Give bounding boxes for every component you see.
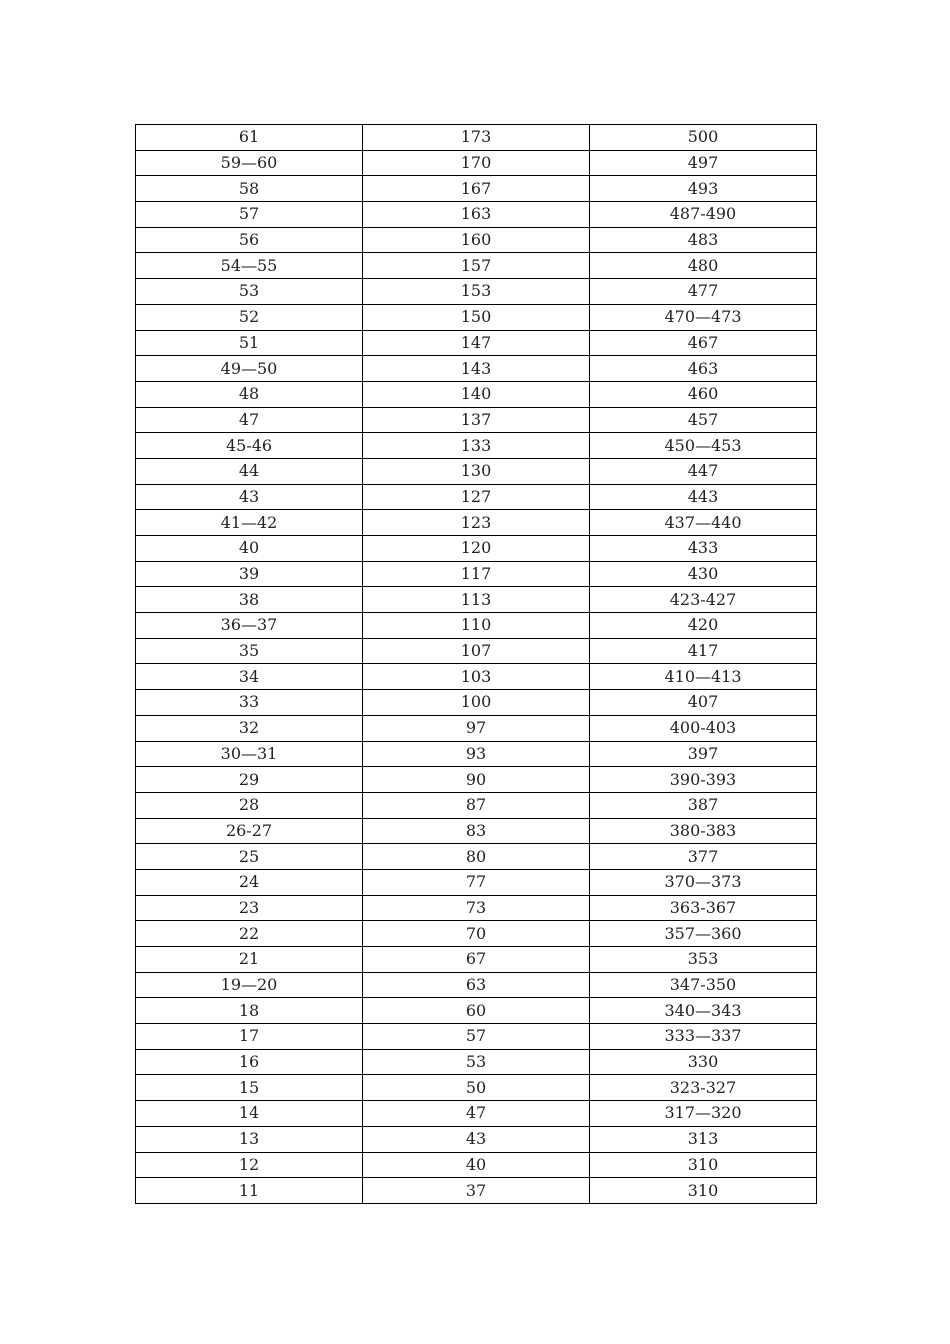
table-cell: 340—343 (590, 998, 817, 1024)
table-cell: 390-393 (590, 767, 817, 793)
table-cell: 73 (363, 895, 590, 921)
table-row (136, 1101, 817, 1127)
table-cell: 460 (590, 381, 817, 407)
table-cell: 147 (363, 330, 590, 356)
table-cell: 107 (363, 638, 590, 664)
table-row (136, 304, 817, 330)
table-cell: 43 (363, 1126, 590, 1152)
table-cell: 34 (136, 664, 363, 690)
table-cell: 12 (136, 1152, 363, 1178)
table-cell: 41—42 (136, 510, 363, 536)
table-cell: 117 (363, 561, 590, 587)
table-cell: 26-27 (136, 818, 363, 844)
table-cell: 163 (363, 202, 590, 228)
table-cell: 437—440 (590, 510, 817, 536)
table-row (136, 869, 817, 895)
table-cell: 430 (590, 561, 817, 587)
table-cell: 357—360 (590, 921, 817, 947)
table-row (136, 381, 817, 407)
table-cell: 93 (363, 741, 590, 767)
table-row (136, 1152, 817, 1178)
table-cell: 50 (363, 1075, 590, 1101)
table-row (136, 561, 817, 587)
table-cell: 59—60 (136, 150, 363, 176)
table-cell: 353 (590, 947, 817, 973)
table-cell: 153 (363, 279, 590, 305)
table-row (136, 664, 817, 690)
table-cell: 470—473 (590, 304, 817, 330)
table-row (136, 1126, 817, 1152)
table-row (136, 1049, 817, 1075)
table-cell: 477 (590, 279, 817, 305)
table-cell: 87 (363, 792, 590, 818)
table-row (136, 587, 817, 613)
table-cell: 443 (590, 484, 817, 510)
table-cell: 28 (136, 792, 363, 818)
table-row (136, 1075, 817, 1101)
table-cell: 24 (136, 869, 363, 895)
table-cell: 417 (590, 638, 817, 664)
table-cell: 103 (363, 664, 590, 690)
table-cell: 49—50 (136, 356, 363, 382)
table-row (136, 947, 817, 973)
table-cell: 25 (136, 844, 363, 870)
table-cell: 54—55 (136, 253, 363, 279)
table-cell: 16 (136, 1049, 363, 1075)
table-cell: 110 (363, 613, 590, 639)
table-cell: 58 (136, 176, 363, 202)
table-cell: 47 (136, 407, 363, 433)
table-cell: 457 (590, 407, 817, 433)
table-cell: 387 (590, 792, 817, 818)
table-cell: 37 (363, 1178, 590, 1204)
table-cell: 11 (136, 1178, 363, 1204)
table-row (136, 844, 817, 870)
table-row (136, 407, 817, 433)
table-row (136, 150, 817, 176)
table-row (136, 921, 817, 947)
table-row (136, 330, 817, 356)
table-cell: 363-367 (590, 895, 817, 921)
table-cell: 333—337 (590, 1024, 817, 1050)
table-cell: 130 (363, 458, 590, 484)
table-cell: 310 (590, 1178, 817, 1204)
table-cell: 310 (590, 1152, 817, 1178)
table-cell: 22 (136, 921, 363, 947)
table-cell: 56 (136, 227, 363, 253)
table-cell: 410—413 (590, 664, 817, 690)
table-cell: 167 (363, 176, 590, 202)
table-cell: 447 (590, 458, 817, 484)
table-cell: 100 (363, 690, 590, 716)
table-body (136, 125, 817, 1204)
table-cell: 433 (590, 536, 817, 562)
table-cell: 127 (363, 484, 590, 510)
table-cell: 52 (136, 304, 363, 330)
table-cell: 377 (590, 844, 817, 870)
table-cell: 83 (363, 818, 590, 844)
table-cell: 463 (590, 356, 817, 382)
table-row (136, 741, 817, 767)
table-cell: 40 (363, 1152, 590, 1178)
table-cell: 157 (363, 253, 590, 279)
table-cell: 18 (136, 998, 363, 1024)
table-cell: 323-327 (590, 1075, 817, 1101)
table-cell: 21 (136, 947, 363, 973)
table-cell: 140 (363, 381, 590, 407)
table-cell: 30—31 (136, 741, 363, 767)
table-cell: 15 (136, 1075, 363, 1101)
table-cell: 487-490 (590, 202, 817, 228)
table-row (136, 227, 817, 253)
table-cell: 17 (136, 1024, 363, 1050)
table-cell: 133 (363, 433, 590, 459)
table-cell: 483 (590, 227, 817, 253)
table-cell: 51 (136, 330, 363, 356)
table-row (136, 767, 817, 793)
table-cell: 160 (363, 227, 590, 253)
table-row (136, 792, 817, 818)
table-cell: 370—373 (590, 869, 817, 895)
table-row (136, 510, 817, 536)
table-cell: 45-46 (136, 433, 363, 459)
table-cell: 53 (136, 279, 363, 305)
table-row (136, 895, 817, 921)
table-cell: 61 (136, 125, 363, 151)
table-row (136, 484, 817, 510)
table-row (136, 536, 817, 562)
table-cell: 39 (136, 561, 363, 587)
table-cell: 38 (136, 587, 363, 613)
table-cell: 23 (136, 895, 363, 921)
table-cell: 33 (136, 690, 363, 716)
table-row (136, 253, 817, 279)
table-row (136, 998, 817, 1024)
table-row (136, 690, 817, 716)
table-cell: 113 (363, 587, 590, 613)
table-cell: 19—20 (136, 972, 363, 998)
table-cell: 313 (590, 1126, 817, 1152)
table-cell: 347-350 (590, 972, 817, 998)
table-cell: 500 (590, 125, 817, 151)
table-cell: 48 (136, 381, 363, 407)
table-cell: 44 (136, 458, 363, 484)
table-cell: 14 (136, 1101, 363, 1127)
table-cell: 80 (363, 844, 590, 870)
table-row (136, 613, 817, 639)
table-cell: 35 (136, 638, 363, 664)
table-cell: 170 (363, 150, 590, 176)
table-cell: 420 (590, 613, 817, 639)
table-cell: 40 (136, 536, 363, 562)
table-cell: 423-427 (590, 587, 817, 613)
table-cell: 36—37 (136, 613, 363, 639)
table-cell: 330 (590, 1049, 817, 1075)
table-cell: 400-403 (590, 715, 817, 741)
table-cell: 407 (590, 690, 817, 716)
table-row (136, 1178, 817, 1204)
table-row (136, 202, 817, 228)
table-row (136, 125, 817, 151)
table-cell: 137 (363, 407, 590, 433)
table-cell: 450—453 (590, 433, 817, 459)
table-cell: 13 (136, 1126, 363, 1152)
table-cell: 143 (363, 356, 590, 382)
table-cell: 90 (363, 767, 590, 793)
table-cell: 497 (590, 150, 817, 176)
table-cell: 32 (136, 715, 363, 741)
table-row (136, 458, 817, 484)
table-cell: 53 (363, 1049, 590, 1075)
table-cell: 67 (363, 947, 590, 973)
score-conversion-table (135, 124, 817, 1204)
table-cell: 43 (136, 484, 363, 510)
table-cell: 493 (590, 176, 817, 202)
table-cell: 63 (363, 972, 590, 998)
table-row (136, 638, 817, 664)
table-row (136, 279, 817, 305)
table-cell: 380-383 (590, 818, 817, 844)
table-cell: 397 (590, 741, 817, 767)
table-cell: 57 (363, 1024, 590, 1050)
table-cell: 173 (363, 125, 590, 151)
table-cell: 97 (363, 715, 590, 741)
table-cell: 70 (363, 921, 590, 947)
table-cell: 47 (363, 1101, 590, 1127)
table-cell: 317—320 (590, 1101, 817, 1127)
table-cell: 150 (363, 304, 590, 330)
table-row (136, 715, 817, 741)
table-cell: 123 (363, 510, 590, 536)
table-row (136, 356, 817, 382)
table-row (136, 176, 817, 202)
table-cell: 120 (363, 536, 590, 562)
table-cell: 60 (363, 998, 590, 1024)
table-row (136, 433, 817, 459)
table-cell: 480 (590, 253, 817, 279)
table-cell: 77 (363, 869, 590, 895)
table-cell: 29 (136, 767, 363, 793)
table-row (136, 1024, 817, 1050)
table-cell: 467 (590, 330, 817, 356)
table-row (136, 972, 817, 998)
table-row (136, 818, 817, 844)
table-cell: 57 (136, 202, 363, 228)
